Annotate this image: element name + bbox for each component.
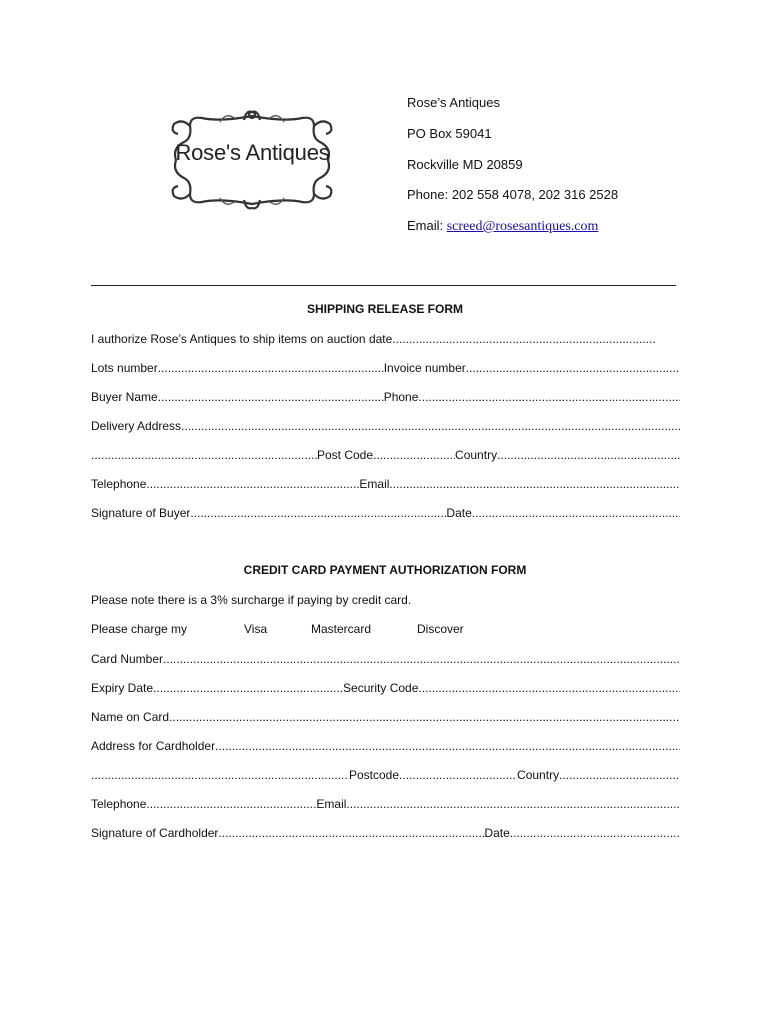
name-on-card-line (91, 709, 680, 725)
expiry-field[interactable] (153, 680, 343, 696)
delivery-address-label: Delivery Address (91, 419, 182, 433)
email-field-label: Email (359, 477, 390, 491)
security-code-label: Security Code (343, 681, 419, 695)
post-code-label: Post Code (317, 448, 374, 462)
delivery-line (91, 418, 680, 434)
lots-label: Lots number (91, 361, 158, 375)
delivery-address-field[interactable] (181, 418, 680, 434)
card-email-field[interactable] (346, 796, 680, 812)
card-date-label: Date (484, 826, 510, 840)
email-link[interactable]: screed@rosesantiques.com (446, 219, 599, 234)
delivery-address-field-2[interactable] (91, 447, 317, 463)
expiry-security-line (91, 680, 680, 696)
country-label: Country (455, 448, 498, 462)
shipping-form-title: SHIPPING RELEASE FORM (306, 302, 464, 316)
card-telephone-field[interactable] (146, 796, 316, 812)
auction-date-field[interactable] (392, 331, 656, 347)
cardholder-address-field[interactable] (215, 738, 680, 754)
country-field[interactable] (497, 447, 680, 463)
name-on-card-label: Name on Card (91, 710, 170, 724)
credit-form-title: CREDIT CARD PAYMENT AUTHORIZATION FORM (243, 563, 527, 577)
discover-option[interactable]: Discover (417, 622, 464, 636)
expiry-label: Expiry Date (91, 681, 154, 695)
cardholder-signature-label: Signature of Cardholder (91, 826, 219, 840)
card-postcode-field[interactable] (399, 767, 517, 783)
company-logo (160, 108, 345, 213)
buyer-name-field[interactable] (158, 389, 384, 405)
postcode-country-line (91, 447, 680, 463)
card-postcode-country-line (91, 767, 680, 783)
card-number-line (91, 651, 680, 667)
surcharge-note: Please note there is a 3% surcharge if paying by credit card. (91, 593, 412, 607)
telephone-email-line (91, 476, 680, 492)
cardholder-signature-field[interactable] (218, 825, 484, 841)
card-number-field[interactable] (163, 651, 680, 667)
visa-option[interactable]: Visa (244, 622, 268, 636)
card-email-label: Email (316, 797, 347, 811)
card-date-field[interactable] (510, 825, 680, 841)
cardholder-address-field-2[interactable] (91, 767, 349, 783)
name-on-card-field[interactable] (169, 709, 680, 725)
invoice-label: Invoice number (383, 361, 466, 375)
email-field[interactable] (389, 476, 680, 492)
email-label: Email: (407, 218, 447, 233)
signature-field[interactable] (190, 505, 446, 521)
cardholder-address-line (91, 738, 680, 754)
charge-label: Please charge my (91, 622, 188, 636)
telephone-field[interactable] (146, 476, 359, 492)
city-zip: Rockville MD 20859 (407, 157, 523, 172)
post-code-field[interactable] (373, 447, 455, 463)
card-country-label: Country (517, 768, 560, 782)
buyer-name-label: Buyer Name (91, 390, 158, 404)
phone-field[interactable] (418, 389, 680, 405)
buyer-signature-line (91, 505, 680, 521)
section-divider (91, 285, 676, 286)
security-code-field[interactable] (418, 680, 680, 696)
mastercard-option[interactable]: Mastercard (311, 622, 372, 636)
buyer-phone-line (91, 389, 680, 405)
card-telephone-email-line (91, 796, 680, 812)
logo-text: Rose's Antiques (175, 140, 330, 165)
business-name: Rose’s Antiques (407, 95, 500, 110)
email-line (407, 218, 598, 235)
phone-numbers: Phone: 202 558 4078, 202 316 2528 (407, 187, 619, 202)
card-country-field[interactable] (559, 767, 680, 783)
cardholder-signature-line (91, 825, 680, 841)
po-box: PO Box 59041 (407, 126, 492, 141)
phone-label: Phone (383, 390, 419, 404)
cardholder-address-label: Address for Cardholder (91, 739, 216, 753)
date-field[interactable] (472, 505, 680, 521)
signature-label: Signature of Buyer (91, 506, 191, 520)
card-postcode-label: Postcode (349, 768, 400, 782)
card-telephone-label: Telephone (91, 797, 147, 811)
lots-field[interactable] (158, 360, 384, 376)
date-label: Date (446, 506, 472, 520)
invoice-field[interactable] (466, 360, 680, 376)
authorize-line[interactable] (91, 331, 656, 347)
lots-invoice-line (91, 360, 680, 376)
telephone-label: Telephone (91, 477, 147, 491)
card-number-label: Card Number (91, 652, 164, 666)
authorize-label: I authorize Rose’s Antiques to ship items on auction date (91, 332, 393, 346)
